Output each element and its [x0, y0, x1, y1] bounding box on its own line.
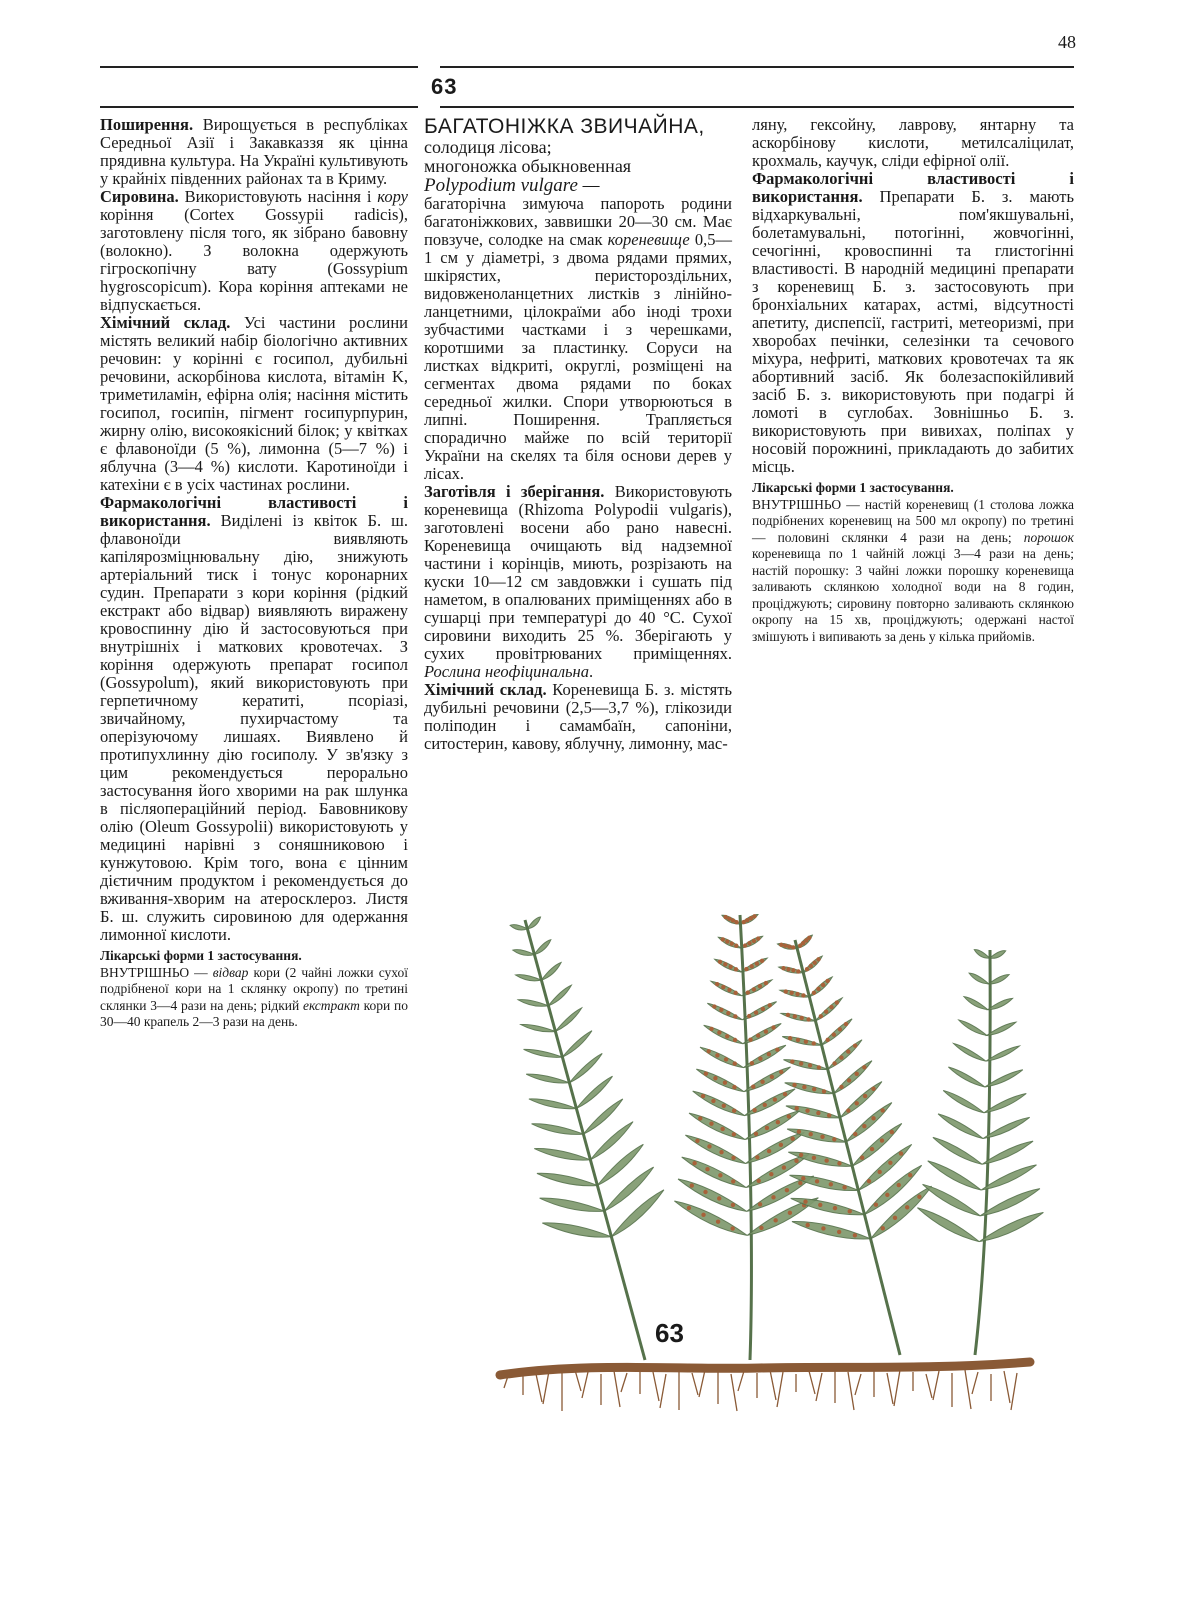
- rootlet: [614, 1371, 620, 1407]
- heading-dosage-2: Лікарські форми 1 застосування.: [752, 480, 954, 495]
- rootlet: [809, 1371, 815, 1394]
- heading-pharmacology: Фармакологічні властивості і використання.: [100, 493, 408, 530]
- paragraph-chemistry: [100, 314, 408, 494]
- rootlet: [777, 1372, 783, 1407]
- rootlet: [1004, 1371, 1010, 1403]
- fern-frond: [674, 914, 818, 1360]
- paragraph-continued: ляну, гексойну, лаврову, янтарну та аскорбінову кислоти, метилсаліцилат, крохмаль, каучук, сліди ефірної олії.: [752, 115, 1074, 170]
- header-rule-left: [100, 106, 418, 108]
- page-number: 48: [1058, 32, 1076, 52]
- rootlet: [660, 1374, 666, 1408]
- rootlet: [731, 1374, 737, 1411]
- rootlet: [582, 1372, 588, 1398]
- rootlet: [926, 1374, 932, 1398]
- text: 0,5—1 см у діаметрі, з двома рядами прямих, шкірястих, перистороздільних, видовженоланцетних листків з лінійно-ланцетними, цілокраїми або іноді трохи зубчастими частками і з черешками, коротшими за пластинку. Соруси на листках відкриті, округлі, розміщені на сегментах двома рядами по боках середньої жилки. Спори утворюються в липні. Поширення. Трапляється спорадично майже по всій території України на скелях та біля основи дерев у лісах.: [424, 230, 733, 483]
- fern-frond: [510, 917, 664, 1360]
- heading-dosage: Лікарські форми 1 застосування.: [100, 948, 302, 963]
- rhizome: [500, 1362, 1030, 1375]
- heading-pharmacology-2: Фармакологічні властивості і використання.: [752, 169, 1074, 206]
- rootlet: [699, 1370, 705, 1397]
- rootlet: [965, 1370, 971, 1409]
- headword: БАГАТОНІЖКА ЗВИЧАЙНА,: [424, 115, 705, 138]
- text: ВНУТРІШНЬО —: [100, 964, 213, 980]
- rootlet: [894, 1370, 900, 1406]
- plate-number: 63: [655, 1318, 684, 1348]
- rootlet: [770, 1370, 776, 1400]
- text: Усі частини рослини містять великий набір біологічно активних речовин: у корінні є госипол, дубильні речовини, аскорбінова кислота, вітамін K, триметиламін, ефірна олія; насіння містить госипол, госипін, пігмент госипурпурин, жирну олію, високоякісний білок; у квітках є флавоноїди (5 %), лимонна (5—7 %) і яблучна (3—4 %) кислоти. Каротиноїди і катехіни є в усіх частинах рослини.: [100, 313, 408, 494]
- column-2: [424, 116, 732, 753]
- rootlet: [972, 1372, 978, 1394]
- rootlet: [1011, 1373, 1017, 1410]
- column-3: [752, 116, 1074, 645]
- text: Використовують насіння і: [178, 187, 378, 206]
- heading-raw-material: Сировина.: [100, 187, 179, 206]
- alt-name-russian: многоножка обыкновенная: [424, 156, 632, 176]
- alt-name-ukrainian: солодиця лісова;: [424, 137, 552, 157]
- text: кори (2 чайні ложки сухої подрібненої кори на 1 склянку окропу) по третині склянки 3—4 рази на день; рідкий: [100, 964, 408, 1013]
- fern-illustration: [430, 900, 1070, 1480]
- heading-chemistry-2: Хімічний склад.: [424, 680, 547, 699]
- top-rule-left: [100, 66, 418, 68]
- paragraph-dosage: [100, 948, 408, 1031]
- top-rule-right: [440, 66, 1074, 68]
- heading-distribution: Поширення.: [100, 115, 194, 134]
- article-number: 63: [431, 74, 458, 99]
- rootlet: [816, 1373, 822, 1401]
- paragraph-chemistry-2: [424, 681, 732, 753]
- text: кореневища по 1 чайній ложці 3—4 рази на день; настій порошку: 3 чайні ложки порошку кореневища заливають склянкою холодної води на 8 годин, проціджують; сировину повторно заливають склянкою окропу на 15 хв, проціджують; одержані настої змішують і випивають за день у кілька прийомів.: [752, 546, 1074, 644]
- paragraph-pharmacology: [100, 494, 408, 944]
- text: кори по 30—40 крапель 2—3 рази на день.: [100, 997, 408, 1029]
- rootlet: [653, 1372, 659, 1401]
- italic-text: порошок: [1023, 529, 1074, 545]
- paragraph-pharmacology-2: [752, 170, 1074, 476]
- fern-frond: [917, 950, 1043, 1355]
- text: Виділені із квіток Б. ш. флавоноїди виявляють капілярозміцнювальну дію, знижують артеріальний тиск і тонус коронарних судин. Препарати з кори коріння (рідкий екстракт або відвар) виявляють виражену кровоспинну дію й застосовуються при внутрішніх і маткових кровотечах. З коріння одержують препарат госипол (Gossypolum), який використовують при герпетичному кератиті, псоріазі, звичайному, пухирчастому та оперізуючому лишаях. Виявлено й протипухлинну дію госиполу. У зв'язку з цим рекомендується перорально застосування його хворими на рак шлунка в післяопераційний період. Бавовникову олію (Oleum Gossypolii) використовують у медицині нарівні з соняшниковою і кунжутовою. Крім того, вона є цінним дієтичним продуктом і рекомендується до вживання-хворим на атеросклероз. Листя Б. ш. служить сировиною для одержання лимонної кислоти.: [100, 511, 408, 944]
- rootlet: [621, 1373, 627, 1392]
- fern-frond: [777, 935, 931, 1355]
- text: Кореневища Б. з. містять дубильні речовини (2,5—3,7 %), глікозиди поліподин і самамбаїн, сапоніни, ситостерин, кавову, яблучну, лимонну, мас-: [424, 680, 732, 753]
- text: ВНУТРІШНЬО — настій кореневищ (1 столова ложка подрібнених кореневищ на 500 мл окропу) по третині — половині склянки 4 рази на день;: [752, 496, 1074, 545]
- rootlet: [933, 1371, 939, 1400]
- heading-harvest: Заготівля і зберігання.: [424, 482, 605, 501]
- paragraph-description: [424, 195, 732, 483]
- text: коріння (Cortex Gossypii radicis), заготовлену після того, як зібрано бавовну (волокно). З волокна одержують гігроскопічну вату (Gossypium hygroscopicum). Кора коріння аптеками не відпускається.: [100, 205, 408, 314]
- text: .: [588, 662, 594, 681]
- rootlet: [543, 1371, 549, 1404]
- paragraph-raw-material: [100, 188, 408, 314]
- italic-text: Рослина неофіцинальна: [424, 662, 589, 681]
- heading-chemistry: Хімічний склад.: [100, 313, 231, 332]
- latin-name: Polypodium vulgare —: [424, 175, 600, 196]
- rootlet: [575, 1370, 581, 1391]
- text: Використовують кореневища (Rhizoma Polypodii vulgaris), заготовлені восени або рано навесні. Кореневища очищають від надземної частини і корінців, миють, розрізають на куски 10—12 см завдовжки і сушать під наметом, в опалюваних приміщеннях або в сушарці при температурі до 40 °С. Сухої сировини виходить 25 %. Зберігають у сухих провітрюваних приміщеннях.: [424, 482, 732, 663]
- paragraph-dosage-2: [752, 480, 1074, 645]
- rootlet: [536, 1374, 542, 1402]
- text: Вирощується в республіках Середньої Азії і Закавказзя як цінна прядивна культура. На Україні культивують у крайніх південних районах та в Криму.: [100, 115, 408, 188]
- italic-text: кореневище: [607, 230, 690, 249]
- rootlet: [848, 1372, 854, 1410]
- italic-text: екстракт: [302, 997, 360, 1013]
- italic-text: кору: [377, 187, 408, 206]
- italic-text: відвар: [212, 964, 249, 980]
- paragraph-harvest: [424, 483, 732, 681]
- text: багаторічна зимуюча папороть родини багатоніжкових, заввишки 20—30 см. Має повзуче, солодке на смак: [424, 194, 732, 249]
- text: Препарати Б. з. мають відхаркувальні, пом'якшувальні, болетамувальні, потогінні, жовчогінні, сечогінні, кровоспинні та глистогінні властивості. В народній медицині препарати з кореневищ Б. з. застосовують при бронхіальних катарах, астмі, відсутності апетиту, диспепсії, гастриті, метеоризмі, при хворобах печінки, селезінки та сечового міхура, нефриті, маткових кровотечах та як абортивний засіб. Як болезаспокійливий засіб Б. з. використовують при подагрі й ломоті в суглобах. Зовнішньо Б. з. використовують при вивихах, поліпах у носовій порожнині, прикладають до забитих місць.: [752, 187, 1074, 476]
- rootlet: [887, 1373, 893, 1404]
- column-1: [100, 116, 408, 1031]
- rootlet: [692, 1373, 698, 1395]
- rootlet: [738, 1371, 744, 1391]
- rootlet: [855, 1374, 861, 1395]
- header-rule-right: [440, 106, 1074, 108]
- paragraph-distribution: [100, 116, 408, 188]
